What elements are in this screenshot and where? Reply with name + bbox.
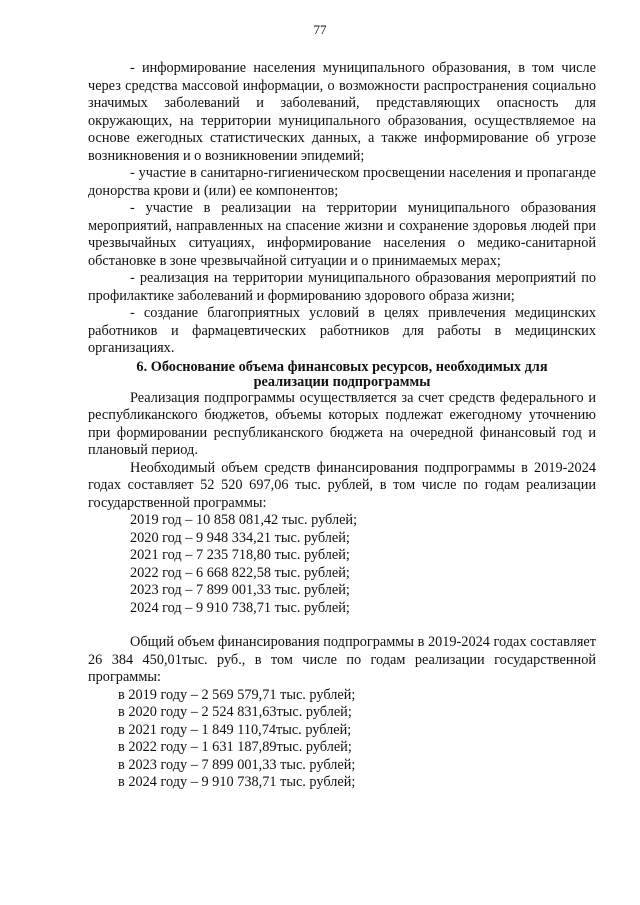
bullet-paragraph-public-information: - информирование населения муниципального образования, в том числе через средства массовой информации, о возможности распространения социально значимых заболеваний и заболеваний, представляющих опасность для окружающих, на территории муниципального образования, осуществляемое на основе ежегодных статистических данных, а также информирование об угрозе возникновения и о возникновении эпидемий;: [88, 60, 596, 164]
list-item: 2019 год – 10 858 081,42 тыс. рублей;: [130, 512, 358, 528]
blank-line: [88, 617, 596, 634]
list-item: 2023 год – 7 899 001,33 тыс. рублей;: [130, 582, 350, 598]
bullet-paragraph-sanitary-education: - участие в санитарно-гигиеническом просвещении населения и пропаганде донорства крови и (или) ее компонентов;: [88, 165, 596, 199]
list-item: в 2023 году – 7 899 001,33 тыс. рублей;: [118, 756, 356, 773]
list-item: в 2021 году – 1 849 110,74тыс. рублей;: [118, 721, 352, 738]
list-item: 2021 год – 7 235 718,80 тыс. рублей;: [130, 547, 350, 563]
paragraph-required-volume: Необходимый объем средств финансирования подпрограммы в 2019-2024 годах составляет 52 520 697,06 тыс. рублей, в том числе по годам реализации государственной программы:: [88, 459, 596, 511]
page-number: 77: [313, 22, 327, 37]
bullet-paragraph-disease-prevention: - реализация на территории муниципального образования мероприятий по профилактике заболеваний и формированию здорового образа жизни;: [88, 270, 596, 304]
section-heading: [88, 360, 596, 390]
list-item: 2022 год – 6 668 822,58 тыс. рублей;: [130, 564, 350, 581]
list-item: в 2024 году – 9 910 738,71 тыс. рублей;: [118, 774, 356, 790]
paragraph-total-volume: Общий объем финансирования подпрограммы в 2019-2024 годах составляет 26 384 450,01тыс. руб., в том числе по годам реализации государственной программы:: [88, 634, 596, 685]
section-heading-line-2: реализации подпрограммы: [253, 373, 431, 390]
bullet-paragraph-medical-workers: - создание благоприятных условий в целях привлечения медицинских работников и фармацевтических работников для работы в медицинских организациях.: [88, 305, 596, 356]
bullet-paragraph-emergency-measures: - участие в реализации на территории муниципального образования мероприятий, направленных на спасение жизни и сохранение здоровья людей при чрезвычайных ситуациях, информирование населения о медико-санитарной обстановке в зоне чрезвычайной ситуации и о принимаемых мерах;: [88, 200, 596, 269]
list-item: в 2020 году – 2 524 831,63тыс. рублей;: [118, 704, 352, 720]
total-funding-by-year-list: [88, 687, 596, 792]
list-item: 2020 год – 9 948 334,21 тыс. рублей;: [130, 529, 350, 546]
list-item: 2024 год – 9 910 738,71 тыс. рублей;: [130, 599, 350, 616]
list-item: в 2022 году – 1 631 187,89тыс. рублей;: [118, 739, 352, 755]
paragraph-funding-source: Реализация подпрограммы осуществляется за счет средств федерального и республиканского бюджетов, объемы которых подлежат ежегодному уточнению при формировании республиканского бюджета на очередной финансовый год и плановый период.: [88, 389, 596, 458]
list-item: в 2019 году – 2 569 579,71 тыс. рублей;: [118, 686, 356, 703]
required-funding-by-year-list: [88, 512, 596, 617]
page-content: [88, 60, 596, 792]
section-heading-line-1: 6. Обоснование объема финансовых ресурсов, необходимых для: [136, 358, 548, 375]
